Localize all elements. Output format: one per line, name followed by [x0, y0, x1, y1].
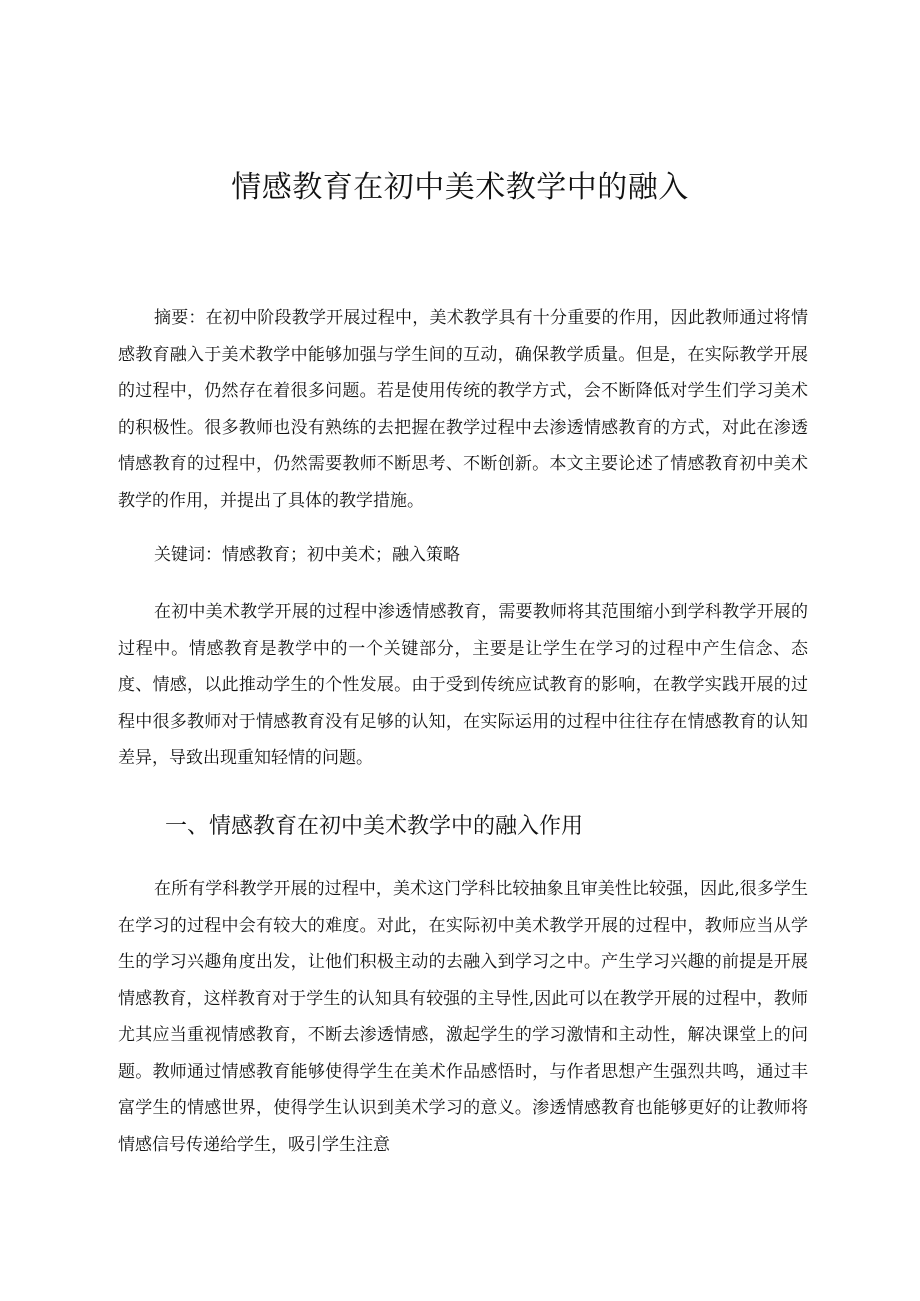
- keywords-line: 关键词：情感教育；初中美术；融入策略: [154, 545, 460, 565]
- intro-paragraph: 在初中美术教学开展的过程中渗透情感教育，需要教师将其范围缩小到学科教学开展的过程中。情感教育是教学中的一个关键部分，主要是让学生在学习的过程中产生信念、态度、情感，以此推动学生的个性发展。由于受到传统应试教育的影响，在教学实践开展的过程中很多教师对于情感教育没有足够的认知，在实际运用的过程中往往存在情感教育的认知差异，导致出现重知轻情的问题。: [118, 602, 808, 768]
- section-body-paragraph: 在所有学科教学开展的过程中，美术这门学科比较抽象且审美性比较强，因此,很多学生在学习的过程中会有较大的难度。对此，在实际初中美术教学开展的过程中，教师应当从学生的学习兴趣角度出发，让他们积极主动的去融入到学习之中。产生学习兴趣的前提是开展情感教育，这样教育对于学生的认知具有较强的主导性,因此可以在教学开展的过程中，教师尤其应当重视情感教育，不断去渗透情感，激起学生的学习激情和主动性，解决课堂上的问题。教师通过情感教育能够使得学生在美术作品感悟时，与作者思想产生强烈共鸣，通过丰富学生的情感世界，使得学生认识到美术学习的意义。渗透情感教育也能够更好的让教师将情感信号传递给学生，吸引学生注意: [118, 879, 808, 1155]
- section-heading: 一、情感教育在初中美术教学中的融入作用: [165, 814, 584, 839]
- document-title: 情感教育在初中美术教学中的融入: [231, 170, 689, 205]
- abstract-paragraph: 摘要：在初中阶段教学开展过程中，美术教学具有十分重要的作用，因此教师通过将情感教育融入于美术教学中能够加强与学生间的互动，确保教学质量。但是，在实际教学开展的过程中，仍然存在着很多问题。若是使用传统的教学方式，会不断降低对学生们学习美术的积极性。很多教师也没有熟练的去把握在教学过程中去渗透情感教育的方式，对此在渗透情感教育的过程中，仍然需要教师不断思考、不断创新。本文主要论述了情感教育初中美术教学的作用，并提出了具体的教学措施。: [118, 308, 808, 511]
